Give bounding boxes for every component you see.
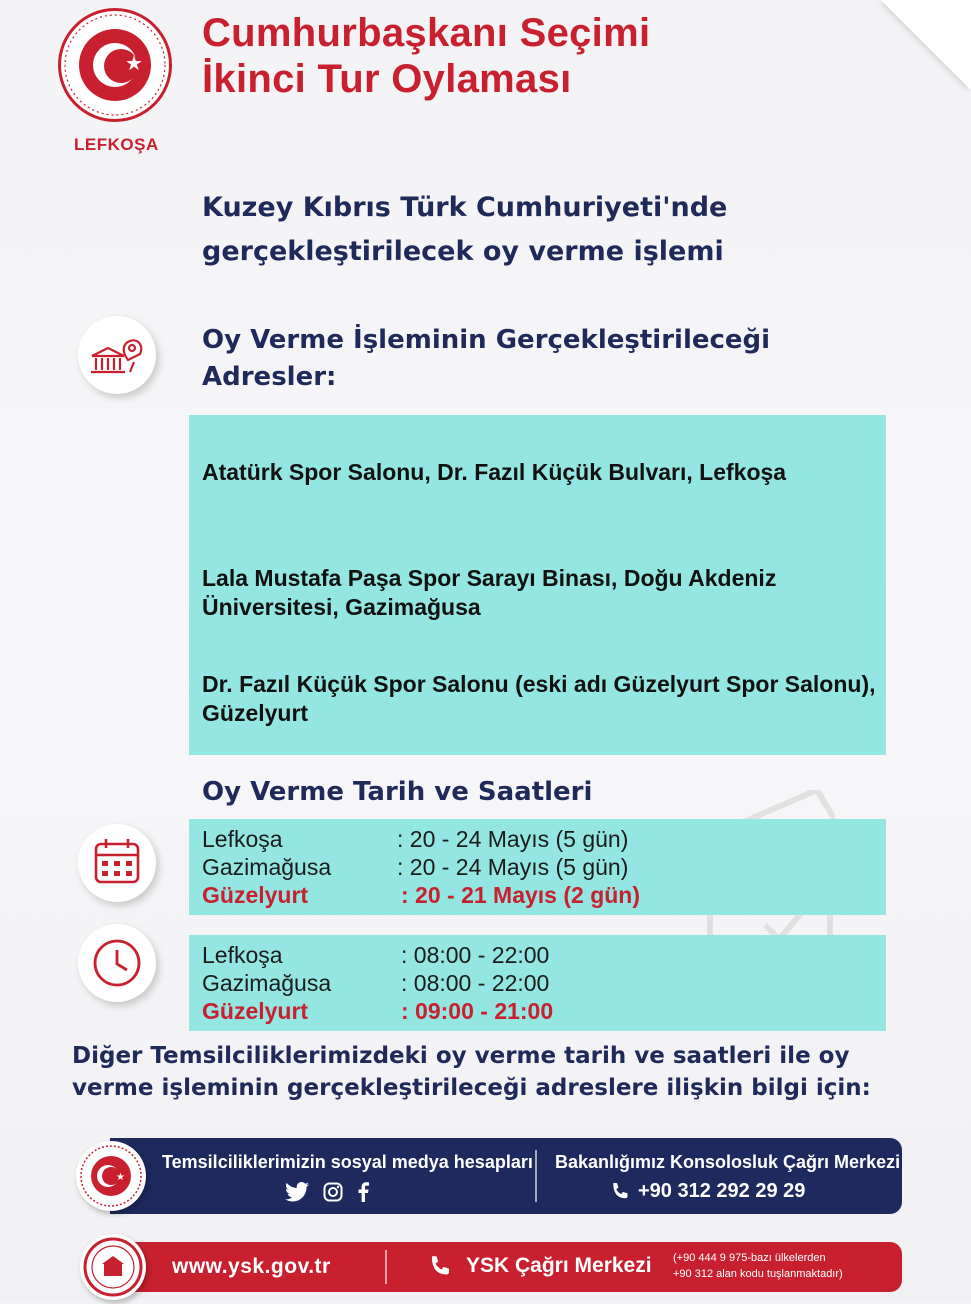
hours-row-value: : 08:00 - 22:00 [401, 970, 550, 996]
hours-row-name: Gazimağusa [202, 970, 332, 996]
address-item: Dr. Fazıl Küçük Spor Salonu (eski adı Güzelyurt Spor Salonu), Güzelyurt [202, 671, 876, 726]
intro-line-2: gerçekleştirilecek oy verme işlemi [202, 236, 724, 267]
building-location-icon [78, 316, 156, 394]
phone-icon [610, 1182, 630, 1202]
title-line-2: İkinci Tur Oylaması [202, 57, 572, 101]
note-line-2: +90 312 alan kodu tuşlanmaktadır) [673, 1268, 843, 1280]
ysk-call-center-label: YSK Çağrı Merkezi [466, 1254, 652, 1277]
call-center-label: Bakanlığımız Konsolosluk Çağrı Merkezi [555, 1152, 901, 1172]
page-title [202, 10, 650, 102]
dates-row-name: Güzelyurt [202, 882, 309, 908]
addresses-heading-line-1: Oy Verme İşleminin Gerçekleştirileceği [202, 325, 771, 355]
page-corner-fold [881, 0, 971, 90]
hours-row-value: : 09:00 - 21:00 [401, 998, 554, 1024]
contact-bar-blue [110, 1138, 902, 1214]
hours-box [189, 935, 886, 1031]
addresses-box [189, 415, 886, 755]
info-line-2: verme işleminin gerçekleştirileceği adreslere ilişkin bilgi için: [72, 1075, 871, 1101]
call-center-phone[interactable]: +90 312 292 29 29 [638, 1180, 806, 1202]
intro-subtitle [202, 186, 727, 274]
dates-heading: Oy Verme Tarih ve Saatleri [202, 777, 593, 807]
dates-box [189, 819, 886, 915]
emblem-label: LEFKOŞA [74, 135, 159, 154]
other-missions-info [72, 1040, 932, 1104]
twitter-icon[interactable] [285, 1182, 309, 1202]
facebook-icon[interactable] [357, 1182, 369, 1202]
addresses-heading-line-2: Adresler: [202, 362, 337, 392]
instagram-icon[interactable] [323, 1182, 343, 1202]
address-item: Lala Mustafa Paşa Spor Sarayı Binası, Doğu Akdeniz Üniversitesi, Gazimağusa [202, 565, 777, 620]
clock-icon [78, 924, 156, 1002]
ysk-website-link[interactable]: www.ysk.gov.tr [172, 1255, 331, 1278]
ysk-call-center-note [673, 1250, 843, 1282]
social-media-label: Temsilciliklerimizin sosyal medya hesapları [162, 1152, 533, 1172]
ysk-badge-icon [80, 1234, 146, 1300]
bar-divider [535, 1150, 537, 1202]
emblem-red-disc [79, 29, 151, 101]
calendar-icon [78, 824, 156, 902]
bar-divider [385, 1250, 387, 1284]
star-icon: ★ [125, 51, 143, 75]
dates-row-value: : 20 - 24 Mayıs (5 gün) [397, 826, 629, 852]
social-icons [285, 1182, 369, 1202]
intro-line-1: Kuzey Kıbrıs Türk Cumhuriyeti'nde [202, 192, 728, 223]
contact-bar-red [110, 1242, 902, 1292]
dates-row-value: : 20 - 21 Mayıs (2 gün) [401, 882, 641, 908]
address-item: Atatürk Spor Salonu, Dr. Fazıl Küçük Bulvarı, Lefkoşa [202, 459, 787, 485]
dates-row-name: Lefkoşa [202, 826, 283, 852]
addresses-heading [202, 322, 770, 396]
hours-row-name: Lefkoşa [202, 942, 283, 968]
phone-icon [428, 1255, 452, 1279]
dates-row-name: Gazimağusa [202, 854, 332, 880]
embassy-badge-icon [76, 1141, 146, 1211]
hours-row-value: : 08:00 - 22:00 [401, 942, 550, 968]
info-line-1: Diğer Temsilciliklerimizdeki oy verme tarih ve saatleri ile oy [72, 1043, 850, 1069]
note-line-1: (+90 444 9 975-bazı ülkelerden [673, 1252, 826, 1264]
dates-row-value: : 20 - 24 Mayıs (5 gün) [397, 854, 629, 880]
title-line-1: Cumhurbaşkanı Seçimi [202, 11, 651, 55]
embassy-emblem [58, 8, 172, 122]
svg-text:★: ★ [116, 1172, 125, 1183]
hours-row-name: Güzelyurt [202, 998, 309, 1024]
phone-line [610, 1180, 805, 1203]
